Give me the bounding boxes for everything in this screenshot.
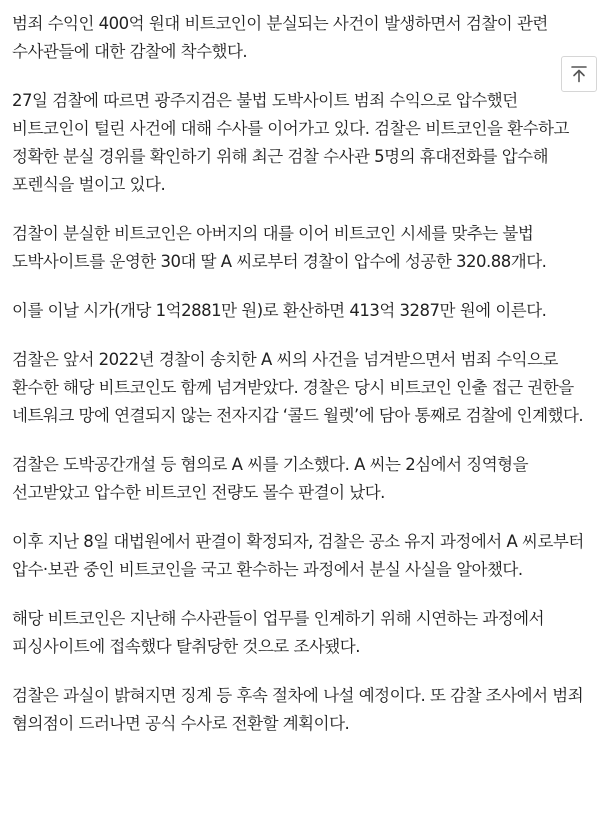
article-paragraph: 이후 지난 8일 대법원에서 판결이 확정되자, 검찰은 공소 유지 과정에서 A 씨로부터 압수·보관 중인 비트코인을 국고 환수하는 과정에서 분실 사실을 알아챘다. — [12, 532, 584, 579]
article-paragraph: 해당 비트코인은 지난해 수사관들이 업무를 인계하기 위해 시연하는 과정에서 피싱사이트에 접속했다 탈취당한 것으로 조사됐다. — [12, 609, 545, 656]
article-body — [12, 10, 590, 759]
article-paragraph: 검찰은 도박공간개설 등 혐의로 A 씨를 기소했다. A 씨는 2심에서 징역형을 선고받았고 압수한 비트코인 전량도 몰수 판결이 났다. — [12, 455, 529, 502]
arrow-up-to-top-icon — [569, 64, 589, 84]
article-paragraph: 이를 이날 시가(개당 1억2881만 원)로 환산하면 413억 3287만 원에 이른다. — [12, 301, 547, 320]
article-paragraph: 범죄 수익인 400억 원대 비트코인이 분실되는 사건이 발생하면서 검찰이 관련 수사관들에 대한 감찰에 착수했다. — [12, 14, 548, 61]
article-paragraph: 검찰은 과실이 밝혀지면 징계 등 후속 절차에 나설 예정이다. 또 감찰 조사에서 범죄 혐의점이 드러나면 공식 수사로 전환할 계획이다. — [12, 686, 584, 733]
article-paragraph: 검찰이 분실한 비트코인은 아버지의 대를 이어 비트코인 시세를 맞추는 불법 도박사이트를 운영한 30대 딸 A 씨로부터 경찰이 압수에 성공한 320.88개다. — [12, 224, 547, 271]
scroll-to-top-button[interactable] — [561, 56, 597, 92]
article-paragraph: 27일 검찰에 따르면 광주지검은 불법 도박사이트 범죄 수익으로 압수했던 비트코인이 털린 사건에 대해 수사를 이어가고 있다. 검찰은 비트코인을 환수하고 정확한 분실 경위를 확인하기 위해 최근 검찰 수사관 5명의 휴대전화를 압수해 포렌식을 벌이고 있다. — [12, 91, 569, 194]
article-paragraph: 검찰은 앞서 2022년 경찰이 송치한 A 씨의 사건을 넘겨받으면서 범죄 수익으로 환수한 해당 비트코인도 함께 넘겨받았다. 경찰은 당시 비트코인 인출 접근 권한을 네트워크 망에 연결되지 않는 전자지갑 ‘콜드 월렛’에 담아 통째로 검찰에 인계했다. — [12, 350, 584, 425]
